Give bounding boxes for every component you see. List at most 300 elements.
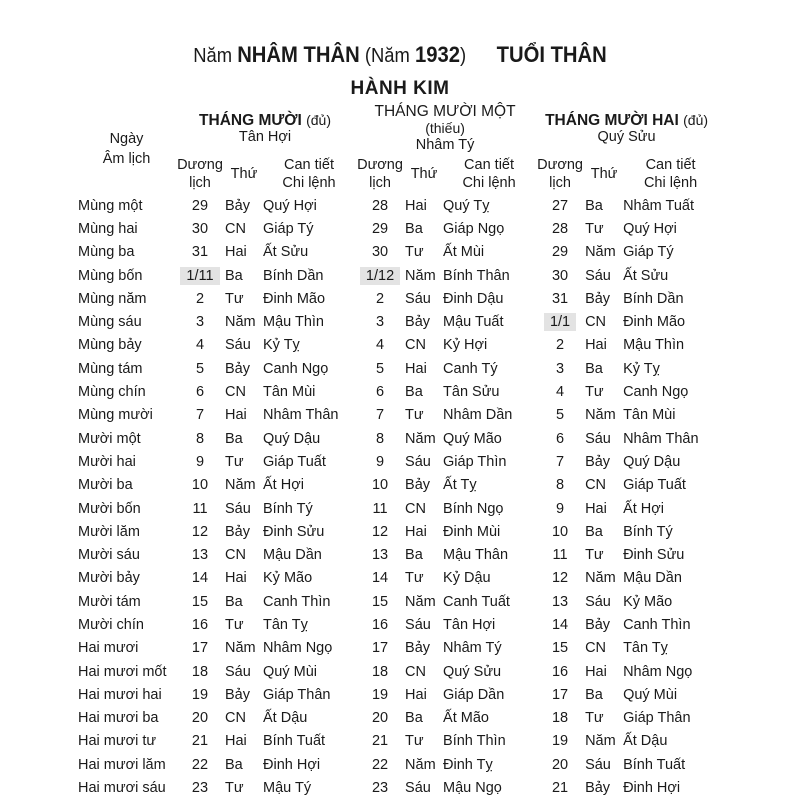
month-name: THÁNG MƯỜI HAI bbox=[545, 111, 679, 129]
weekday: Ba bbox=[585, 523, 603, 540]
weekday: Ba bbox=[225, 593, 243, 610]
table-row bbox=[78, 194, 718, 217]
canchi: Ất Sửu bbox=[623, 267, 669, 284]
weekday: CN bbox=[225, 384, 246, 401]
weekday: Tư bbox=[225, 616, 244, 633]
canchi: Đinh Mão bbox=[263, 290, 326, 307]
solar-date: 20 bbox=[191, 710, 209, 727]
table-row bbox=[78, 380, 718, 403]
solar-date: 18 bbox=[191, 663, 209, 680]
title-prefix: Năm bbox=[193, 45, 233, 67]
weekday: Ba bbox=[405, 547, 423, 564]
canchi: Bính Ngọ bbox=[443, 500, 504, 517]
canchi: Ất Tỵ bbox=[443, 477, 477, 494]
solar-date: 5 bbox=[195, 360, 205, 377]
solar-date: 3 bbox=[195, 314, 205, 331]
canchi: Ất Hợi bbox=[263, 477, 304, 494]
canchi: Bính Tuất bbox=[623, 756, 686, 773]
solar-date: 21 bbox=[191, 733, 209, 750]
canchi: Nhâm Ngọ bbox=[623, 663, 693, 680]
solar-header bbox=[535, 154, 585, 194]
table-row bbox=[78, 637, 718, 660]
solar-header bbox=[355, 154, 405, 194]
solar-date: 13 bbox=[371, 547, 389, 564]
solar-date: 28 bbox=[551, 220, 569, 237]
weekday: CN bbox=[225, 547, 246, 564]
table-row bbox=[78, 707, 718, 730]
solar-header-line1: Dương bbox=[537, 157, 583, 173]
solar-date: 2 bbox=[375, 290, 385, 307]
lunar-day: Mười lăm bbox=[78, 523, 140, 540]
solar-date: 10 bbox=[371, 477, 389, 494]
solar-date: 28 bbox=[371, 197, 389, 214]
canchi: Giáp Tuất bbox=[263, 453, 326, 470]
weekday: Bảy bbox=[585, 453, 611, 470]
lunar-day: Mùng hai bbox=[78, 220, 138, 237]
canchi: Kỷ Mão bbox=[623, 593, 673, 610]
canchi: Đinh Tỵ bbox=[443, 756, 493, 773]
canchi: Canh Thìn bbox=[623, 616, 691, 633]
canchi: Quý Dậu bbox=[623, 453, 681, 470]
weekday: Bảy bbox=[225, 686, 250, 703]
table-row bbox=[78, 217, 718, 240]
canchi: Mậu Dần bbox=[623, 570, 682, 587]
weekday: Tư bbox=[585, 220, 604, 237]
table-row bbox=[78, 357, 718, 380]
weekday: Năm bbox=[225, 314, 256, 331]
canchi: Quý Dậu bbox=[263, 430, 321, 447]
title-year-name: NHÂM THÂN bbox=[237, 42, 360, 67]
solar-date: 4 bbox=[375, 337, 385, 354]
month-start-highlight: 1/1 bbox=[544, 313, 576, 331]
canchi: Kỷ Mão bbox=[263, 570, 313, 587]
canchi: Quý Tỵ bbox=[443, 197, 490, 214]
solar-date: 12 bbox=[551, 570, 569, 587]
solar-date: 15 bbox=[551, 640, 569, 657]
canchi-header-line1: Can tiết bbox=[464, 157, 515, 173]
weekday: Tư bbox=[405, 244, 424, 261]
canchi: Giáp Thân bbox=[623, 710, 691, 727]
weekday: Năm bbox=[585, 733, 616, 750]
weekday: Hai bbox=[225, 570, 247, 587]
canchi: Bính Tý bbox=[263, 500, 313, 517]
lunar-day: Mùng sáu bbox=[78, 314, 142, 331]
lunar-day: Mười bảy bbox=[78, 570, 140, 587]
weekday: Bảy bbox=[405, 477, 431, 494]
lunar-day: Mười bốn bbox=[78, 500, 141, 517]
solar-date: 21 bbox=[551, 780, 569, 797]
canchi: Tân Hợi bbox=[443, 616, 496, 633]
canchi: Tân Mùi bbox=[623, 407, 676, 424]
weekday: Tư bbox=[225, 780, 244, 797]
weekday: Ba bbox=[225, 756, 243, 773]
table-row bbox=[78, 334, 718, 357]
solar-date: 8 bbox=[195, 430, 205, 447]
weekday: Tư bbox=[405, 733, 424, 750]
weekday-header: Thứ bbox=[230, 166, 258, 182]
month-name: THÁNG MƯỜI bbox=[199, 111, 302, 129]
title-paren: (Năm bbox=[364, 45, 410, 67]
canchi: Ất Hợi bbox=[623, 500, 664, 517]
canchi: Quý Hợi bbox=[263, 197, 317, 214]
solar-date: 5 bbox=[375, 360, 385, 377]
weekday: Năm bbox=[585, 244, 616, 261]
solar-header-line2: lịch bbox=[369, 175, 391, 191]
solar-date: 6 bbox=[195, 384, 205, 401]
lunar-day-header bbox=[78, 103, 175, 194]
solar-date: 17 bbox=[371, 640, 389, 657]
weekday: Hai bbox=[405, 197, 427, 214]
solar-date: 23 bbox=[371, 780, 389, 797]
canchi-header-line1: Can tiết bbox=[284, 157, 334, 173]
solar-date: 13 bbox=[191, 547, 209, 564]
lunar-day: Mùng mười bbox=[78, 407, 153, 424]
weekday: Ba bbox=[405, 220, 423, 237]
solar-date: 13 bbox=[551, 593, 569, 610]
solar-date: 14 bbox=[191, 570, 209, 587]
month-canchi: Tân Hợi bbox=[238, 128, 292, 145]
title-year: 1932 bbox=[414, 42, 460, 67]
canchi: Nhâm Thân bbox=[263, 407, 339, 424]
weekday: Ba bbox=[585, 197, 603, 214]
month-header-12 bbox=[535, 103, 718, 154]
weekday: Tư bbox=[405, 570, 424, 587]
canchi: Quý Hợi bbox=[623, 220, 677, 237]
canchi: Đinh Sửu bbox=[263, 523, 325, 540]
weekday: Hai bbox=[405, 686, 427, 703]
canchi: Giáp Tý bbox=[263, 220, 314, 237]
lunar-day: Mười ba bbox=[78, 477, 133, 494]
weekday: Năm bbox=[585, 570, 616, 587]
table-row bbox=[78, 543, 718, 566]
canchi: Mậu Tý bbox=[263, 780, 312, 797]
canchi-header bbox=[443, 154, 535, 194]
lunar-day: Mùng năm bbox=[78, 290, 147, 307]
canchi: Giáp Dần bbox=[443, 686, 505, 703]
weekday: Tư bbox=[225, 453, 244, 470]
weekday: Năm bbox=[405, 267, 436, 284]
table-row bbox=[78, 450, 718, 473]
solar-date: 11 bbox=[192, 500, 208, 517]
weekday: Bảy bbox=[585, 616, 611, 633]
month-start-highlight: 1/11 bbox=[180, 267, 219, 285]
corner-line1: Ngày bbox=[109, 130, 144, 147]
solar-date: 21 bbox=[371, 733, 389, 750]
solar-date: 9 bbox=[556, 500, 565, 517]
canchi: Nhâm Tuất bbox=[623, 197, 694, 214]
solar-date: 29 bbox=[371, 220, 389, 237]
lunar-day: Mười hai bbox=[78, 453, 136, 470]
corner-line2: Âm lịch bbox=[102, 150, 151, 167]
canchi: Ất Dậu bbox=[623, 733, 668, 750]
weekday: Hai bbox=[585, 337, 607, 354]
weekday: Hai bbox=[405, 523, 427, 540]
canchi: Mậu Thìn bbox=[263, 314, 324, 331]
canchi: Bính Dần bbox=[623, 290, 684, 307]
table-row bbox=[78, 567, 718, 590]
solar-date: 22 bbox=[371, 756, 389, 773]
table-row bbox=[78, 590, 718, 613]
weekday: Ba bbox=[405, 384, 423, 401]
solar-date: 6 bbox=[375, 384, 385, 401]
canchi: Kỷ Dậu bbox=[443, 570, 491, 587]
canchi: Giáp Ngọ bbox=[443, 220, 505, 237]
solar-date: 5 bbox=[556, 407, 565, 424]
canchi: Tân Tỵ bbox=[623, 640, 668, 657]
canchi: Giáp Tuất bbox=[623, 477, 686, 494]
solar-date: 3 bbox=[556, 360, 565, 377]
weekday: Tư bbox=[585, 547, 604, 564]
weekday: Sáu bbox=[405, 453, 431, 470]
solar-header-line1: Dương bbox=[177, 157, 223, 173]
table-row bbox=[78, 660, 718, 683]
table-row bbox=[78, 753, 718, 776]
canchi-header-line1: Can tiết bbox=[645, 157, 696, 173]
canchi: Quý Mùi bbox=[263, 663, 317, 680]
lunar-day: Hai mươi bbox=[78, 640, 139, 657]
weekday: Sáu bbox=[405, 780, 431, 797]
canchi: Bính Tuất bbox=[263, 733, 326, 750]
table-row bbox=[78, 520, 718, 543]
canchi: Tân Tỵ bbox=[263, 616, 308, 633]
table-row bbox=[78, 264, 718, 287]
solar-header bbox=[175, 154, 225, 194]
solar-date: 12 bbox=[371, 523, 389, 540]
solar-date: 16 bbox=[191, 616, 209, 633]
lunar-day: Mùng ba bbox=[78, 244, 135, 261]
weekday: Hai bbox=[585, 500, 607, 517]
weekday: Năm bbox=[405, 593, 436, 610]
weekday-header: Thứ bbox=[590, 166, 618, 182]
solar-date: 14 bbox=[551, 616, 569, 633]
weekday-header: Thứ bbox=[410, 166, 438, 182]
lunar-day: Mùng bốn bbox=[78, 267, 143, 284]
weekday: Bảy bbox=[405, 640, 431, 657]
weekday: CN bbox=[405, 663, 426, 680]
lunar-day: Mười sáu bbox=[78, 547, 140, 564]
solar-date: 6 bbox=[556, 430, 565, 447]
table-row bbox=[78, 776, 718, 799]
canchi: Quý Mùi bbox=[623, 686, 678, 703]
page-title bbox=[32, 42, 768, 68]
canchi: Kỷ Tỵ bbox=[623, 360, 660, 377]
solar-date: 11 bbox=[372, 500, 388, 517]
lunar-day: Mười chín bbox=[78, 616, 144, 633]
weekday: Năm bbox=[405, 756, 436, 773]
weekday: Bảy bbox=[585, 780, 611, 797]
solar-date: 20 bbox=[551, 756, 569, 773]
canchi: Canh Ngọ bbox=[263, 360, 329, 377]
canchi-header-line2: Chi lệnh bbox=[643, 175, 698, 191]
solar-date: 15 bbox=[191, 593, 209, 610]
solar-date: 19 bbox=[551, 733, 569, 750]
weekday: Sáu bbox=[405, 290, 431, 307]
canchi: Canh Thìn bbox=[263, 593, 331, 610]
solar-date: 17 bbox=[191, 640, 209, 657]
canchi: Đinh Mão bbox=[623, 314, 686, 331]
weekday: Ba bbox=[585, 686, 603, 703]
solar-date bbox=[175, 264, 225, 287]
weekday: Năm bbox=[585, 407, 616, 424]
canchi: Canh Ngọ bbox=[623, 384, 689, 401]
solar-date: 29 bbox=[191, 197, 209, 214]
solar-date: 11 bbox=[552, 547, 568, 564]
weekday: Bảy bbox=[225, 523, 250, 540]
table-row bbox=[78, 287, 718, 310]
canchi: Kỷ Tỵ bbox=[263, 337, 300, 354]
solar-date: 4 bbox=[195, 337, 205, 354]
canchi: Bính Thân bbox=[443, 267, 510, 284]
table-row bbox=[78, 310, 718, 333]
weekday: Tư bbox=[405, 407, 424, 424]
solar-date: 2 bbox=[556, 337, 565, 354]
solar-date: 31 bbox=[191, 244, 209, 261]
weekday: Hai bbox=[405, 360, 427, 377]
canchi-header-line2: Chi lệnh bbox=[282, 175, 336, 191]
solar-date: 4 bbox=[556, 384, 565, 401]
month-name: THÁNG MƯỜI MỘT bbox=[374, 103, 516, 120]
weekday: Bảy bbox=[225, 197, 250, 214]
table-row bbox=[78, 497, 718, 520]
canchi: Đinh Mùi bbox=[443, 523, 501, 540]
solar-date: 9 bbox=[375, 453, 385, 470]
weekday: CN bbox=[585, 640, 607, 657]
weekday: CN bbox=[225, 220, 246, 237]
canchi: Kỷ Hợi bbox=[443, 337, 488, 354]
weekday: Sáu bbox=[405, 616, 431, 633]
canchi: Quý Mão bbox=[443, 430, 502, 447]
weekday: Sáu bbox=[585, 593, 611, 610]
weekday: Tư bbox=[585, 384, 604, 401]
canchi: Giáp Thìn bbox=[443, 453, 507, 470]
lunar-day: Hai mươi mốt bbox=[78, 663, 167, 680]
solar-date: 8 bbox=[375, 430, 385, 447]
solar-date: 7 bbox=[556, 453, 565, 470]
solar-date: 10 bbox=[191, 477, 209, 494]
title-paren-close: ) bbox=[459, 45, 467, 67]
solar-date: 19 bbox=[191, 686, 209, 703]
solar-date: 14 bbox=[371, 570, 389, 587]
solar-date: 23 bbox=[191, 780, 209, 797]
solar-date: 31 bbox=[551, 290, 569, 307]
lunar-day: Hai mươi tư bbox=[78, 733, 157, 750]
weekday: Sáu bbox=[225, 663, 251, 680]
weekday: Hai bbox=[225, 244, 247, 261]
weekday: Hai bbox=[225, 733, 247, 750]
lunar-day: Mùng tám bbox=[78, 360, 143, 377]
weekday: Sáu bbox=[585, 430, 611, 447]
lunar-day: Hai mươi sáu bbox=[78, 780, 166, 797]
solar-date: 29 bbox=[551, 244, 569, 261]
solar-date: 17 bbox=[551, 686, 569, 703]
lunar-day: Hai mươi lăm bbox=[78, 756, 166, 773]
solar-date: 7 bbox=[195, 407, 205, 424]
solar-date: 30 bbox=[551, 267, 569, 284]
month-size: (đủ) bbox=[306, 111, 331, 128]
canchi: Giáp Tý bbox=[623, 244, 674, 261]
weekday: CN bbox=[225, 710, 246, 727]
canchi: Ất Mão bbox=[443, 710, 489, 727]
canchi: Tân Sửu bbox=[443, 384, 500, 401]
lunar-day: Hai mươi ba bbox=[78, 710, 159, 727]
solar-date bbox=[355, 264, 405, 287]
canchi: Bính Dần bbox=[263, 267, 324, 284]
canchi: Mậu Ngọ bbox=[443, 780, 502, 797]
month-start-highlight: 1/12 bbox=[360, 267, 400, 285]
table-row bbox=[78, 730, 718, 753]
weekday: Năm bbox=[405, 430, 436, 447]
canchi: Mậu Thìn bbox=[623, 337, 685, 354]
solar-date: 30 bbox=[371, 244, 389, 261]
solar-header-line2: lịch bbox=[549, 175, 571, 191]
solar-date: 18 bbox=[371, 663, 389, 680]
lunar-day: Mùng chín bbox=[78, 384, 146, 401]
weekday: Bảy bbox=[585, 290, 611, 307]
weekday: Ba bbox=[585, 360, 603, 377]
canchi: Bính Thìn bbox=[443, 733, 506, 750]
month-size: (đủ) bbox=[683, 111, 709, 128]
lunar-day: Hai mươi hai bbox=[78, 686, 162, 703]
canchi: Nhâm Ngọ bbox=[263, 640, 333, 657]
canchi: Nhâm Dần bbox=[443, 407, 513, 424]
canchi: Nhâm Thân bbox=[623, 430, 699, 447]
weekday: CN bbox=[405, 337, 426, 354]
weekday: Ba bbox=[405, 710, 423, 727]
weekday: Sáu bbox=[585, 267, 611, 284]
table-row bbox=[78, 613, 718, 636]
lunar-day: Mười tám bbox=[78, 593, 141, 610]
month-header-11 bbox=[355, 103, 535, 154]
solar-date: 10 bbox=[551, 523, 569, 540]
canchi: Nhâm Tý bbox=[443, 640, 502, 657]
canchi: Đinh Dậu bbox=[443, 290, 504, 307]
weekday: Năm bbox=[225, 477, 256, 494]
solar-date: 22 bbox=[191, 756, 209, 773]
canchi: Mậu Thân bbox=[443, 547, 509, 564]
table-row bbox=[78, 404, 718, 427]
lunar-day: Mùng bảy bbox=[78, 337, 142, 354]
solar-date: 16 bbox=[551, 663, 569, 680]
lunar-day: Mùng một bbox=[78, 197, 143, 214]
solar-date: 9 bbox=[195, 453, 205, 470]
weekday: CN bbox=[405, 500, 426, 517]
solar-date: 15 bbox=[371, 593, 389, 610]
weekday: CN bbox=[585, 314, 607, 331]
solar-date: 12 bbox=[191, 523, 209, 540]
canchi: Tân Mùi bbox=[263, 384, 316, 401]
canchi: Canh Tuất bbox=[443, 593, 510, 610]
table-row bbox=[78, 474, 718, 497]
table-row bbox=[78, 683, 718, 706]
canchi: Ất Dậu bbox=[263, 710, 308, 727]
canchi: Canh Tý bbox=[443, 360, 498, 377]
solar-date: 2 bbox=[195, 290, 205, 307]
canchi: Đinh Sửu bbox=[623, 547, 685, 564]
weekday: Bảy bbox=[405, 314, 431, 331]
canchi: Ất Sửu bbox=[263, 244, 309, 261]
solar-date: 20 bbox=[371, 710, 389, 727]
month-canchi: Quý Sửu bbox=[597, 128, 656, 145]
canchi: Đinh Hợi bbox=[263, 756, 321, 773]
lunar-calendar-table bbox=[78, 103, 718, 800]
solar-date: 16 bbox=[371, 616, 389, 633]
canchi: Quý Sửu bbox=[443, 663, 502, 680]
weekday: Hai bbox=[585, 663, 607, 680]
table-row bbox=[78, 241, 718, 264]
solar-date: 3 bbox=[375, 314, 385, 331]
month-canchi: Nhâm Tý bbox=[415, 137, 475, 153]
weekday: Sáu bbox=[225, 337, 251, 354]
